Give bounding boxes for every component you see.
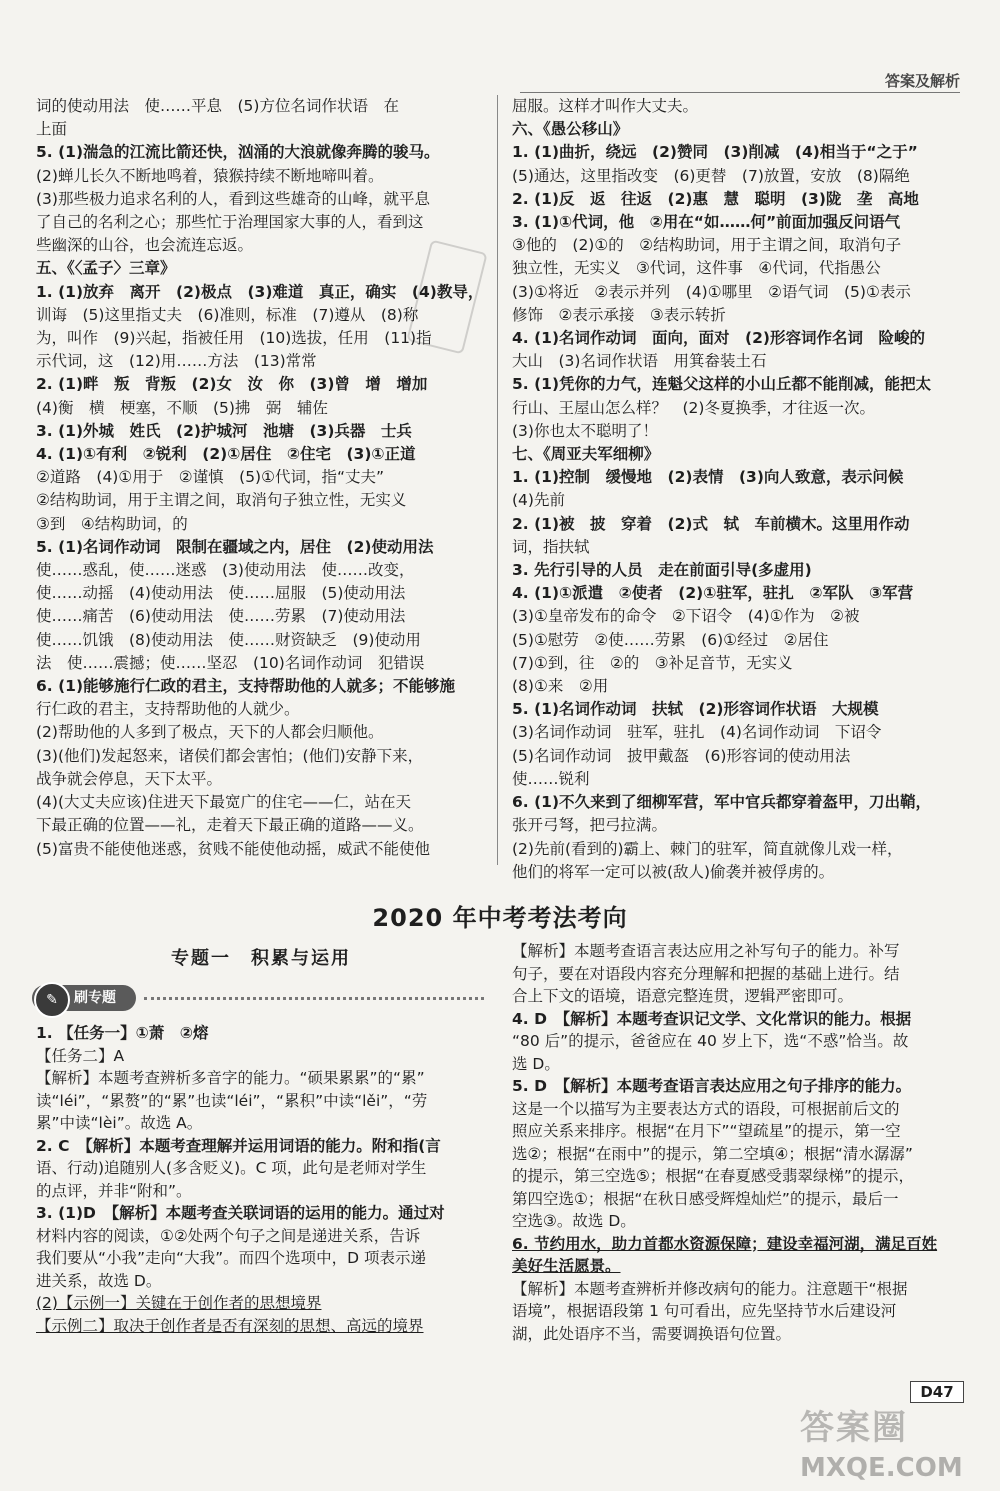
text-line: 6. (1)不久来到了细柳军营，军中官兵都穿着盔甲，刀出鞘， [512,793,932,812]
text-line: 语、行动)追随别人(多含贬义)。C 项，此句是老师对学生 [36,1159,427,1177]
text-line: 六、《愚公移山》 [512,120,629,139]
text-line: 1. (1)控制 缓慢地 (2)表情 (3)向人致意，表示问候 [512,468,904,487]
text-line: 行仁政的君主，支持帮助他的人就少。 [36,700,300,719]
text-line: 使……锐利 [512,769,590,788]
text-line: (5)①慰劳 ②使……劳累 (6)①经过 ②居住 [512,630,829,649]
text-line: 5. D 【解析】本题考查语言表达应用之句子排序的能力。 [512,1077,912,1095]
text-line: 读“léi”，“累赘”的“累”也读“léi”，“累积”中读“lěi”，“劳 [36,1091,428,1110]
text-line: (2)蝉儿长久不断地鸣着，猿猴持续不断地啼叫着。 [36,166,384,185]
text-line: 这是一个以描写为主要表达方式的语段，可根据前后文的 [512,1099,900,1118]
text-line: 【解析】本题考查辨析并修改病句的能力。注意题干“根据 [512,1279,908,1298]
text-line: 七、《周亚夫军细柳》 [512,445,660,464]
text-line: 词，指扶轼 [512,537,590,556]
text-line: 为，叫作 (9)兴起，指被任用 (10)选拔，任用 (11)指 [36,329,432,348]
watermark-line2: MXQE.COM [800,1453,963,1483]
badge-label: 刷专题 [32,985,136,1011]
text-line: 下最正确的位置——礼，走着天下最正确的道路——义。 [36,816,424,835]
text-line: (3)(他们)发起怒来，诸侯们都会害怕；(他们)安静下来， [36,746,424,765]
text-line: 选 D。 [512,1054,560,1073]
right-column-bottom [512,940,962,1345]
text-line: 法 使……震撼；使……坚忍 (10)名词作动词 犯错误 [36,653,425,672]
text-line: (5)富贵不能使他迷惑，贫贱不能使他动摇，威武不能使他 [36,839,430,858]
text-line: 战争就会停息，天下太平。 [36,769,223,788]
text-line: 使……惑乱，使……迷惑 (3)使动用法 使……改变， [36,561,415,580]
left-column-top [36,95,486,861]
text-line: (3)①皇帝发布的命令 ②下诏令 (4)①作为 ②被 [512,607,860,626]
text-line: 些幽深的山谷，也会流连忘返。 [36,236,254,255]
header-label: 答案及解析 [884,72,960,90]
text-line: 词的使动用法 使……平息 (5)方位名词作状语 在 [36,97,399,115]
text-line: (7)①到，往 ②的 ③补足音节，无实义 [512,653,793,672]
text-line: 大山 (3)名词作状语 用箕畚装土石 [512,352,767,371]
right-column-top [512,95,962,884]
text-line: 3. 先行引导的人员 走在前面引导(多虚用) [512,561,812,580]
left-column-bottom [36,1022,486,1337]
column-divider [497,95,498,865]
section-title: 2020 年中考考法考向 [372,904,628,932]
text-line: 句子，要在对语段内容充分理解和把握的基础上进行。结 [512,964,900,983]
text-line: 5. (1)凭你的力气，连魁父这样的小山丘都不能削减，能把太 [512,375,932,394]
text-line: 累”中读“lèi”。故选 A。 [36,1114,203,1132]
text-line: 2. (1)畔 叛 背叛 (2)女 汝 你 (3)曾 增 增加 [36,375,428,394]
text-line: 照应关系来排序。根据“在月下”“望疏星”的提示，第一空 [512,1122,901,1140]
text-line: (5)通达，这里指改变 (6)更替 (7)放置，安放 (8)隔绝 [512,166,910,185]
text-line: 的点评，并非“附和”。 [36,1181,192,1200]
text-line: (8)①来 ②用 [512,677,609,696]
text-line: 行山、王屋山怎么样？ (2)冬夏换季，才往返一次。 [512,398,875,417]
text-line: 2. (1)反 返 往返 (2)惠 慧 聪明 (3)陇 垄 高地 [512,189,919,208]
text-line: (2)帮助他的人多到了极点，天下的人都会归顺他。 [36,723,384,742]
text-line: 【解析】本题考查辨析多音字的能力。“硕果累累”的“累” [36,1069,425,1087]
text-line: 4. (1)①派遣 ②使者 (2)①驻军，驻扎 ②军队 ③军营 [512,584,914,603]
text-line: 【解析】本题考查语言表达应用之补写句子的能力。补写 [512,942,900,960]
text-line: 他们的将军一定可以被(敌人)偷袭并被俘虏的。 [512,862,835,881]
text-line: 五、《〈孟子〉三章》 [36,259,176,278]
text-line: 【任务二】A [36,1046,125,1065]
pencil-icon: ✎ [34,982,70,1018]
text-line: 1. 【任务一】①萧 ②熔 [36,1024,209,1042]
text-line: (4)先前 [512,491,565,510]
dotted-divider [144,997,484,1004]
text-line: 示代词，这 (12)用……方法 (13)常常 [36,352,317,371]
header-rule [520,92,960,93]
text-line: 屈服。这样才叫作大丈夫。 [512,97,699,115]
text-line: 的提示，第三空选⑤；根据“在春夏感受翡翠绿梯”的提示， [512,1167,914,1185]
topic-badge [32,985,140,1013]
text-line: 合上下文的语境，语意完整连贯，逻辑严密即可。 [512,987,854,1005]
text-line: (2)【示例一】关键在于创作者的思想境界 [36,1294,322,1312]
watermark-logo [800,1400,980,1482]
text-line: 使……饥饿 (8)使动用法 使……财资缺乏 (9)使动用 [36,630,421,649]
text-line: ③他的 (2)①的 ②结构助词，用于主谓之间，取消句子 [512,236,902,255]
text-line: 4. D 【解析】本题考查识记文学、文化常识的能力。根据 [512,1009,912,1028]
text-line: 4. (1)名词作动词 面向，面对 (2)形容词作名词 险峻的 [512,329,925,348]
text-line: 我们要从“小我”走向“大我”。而四个选项中，D 项表示递 [36,1249,426,1267]
text-line: 进关系，故选 D。 [36,1271,162,1290]
watermark-line1: 答案圈 [800,1408,908,1448]
text-line: 张开弓弩，把弓拉满。 [512,816,668,835]
text-line: (2)先前(看到的)霸上、棘门的驻军，简直就像儿戏一样， [512,839,903,858]
text-line: (3)名词作动词 驻军，驻扎 (4)名词作动词 下诏令 [512,723,882,742]
text-line: 材料内容的阅读，①②处两个句子之间是递进关系，告诉 [36,1226,421,1245]
text-line: 5. (1)名词作动词 扶轼 (2)形容词作状语 大规模 [512,700,879,719]
text-line: 6. (1)能够施行仁政的君主，支持帮助他的人就多；不能够施 [36,677,456,696]
text-line: 湖，此处语序不当，需要调换语句位置。 [512,1324,792,1343]
text-line: (3)那些极力追求名利的人，看到这些雄奇的山峰，就平息 [36,189,430,208]
text-line: 2. C 【解析】本题考查理解并运用词语的能力。附和指(言 [36,1136,441,1155]
text-line: (4)(大丈夫应该)住进天下最宽广的住宅——仁，站在天 [36,793,412,812]
text-line: 5. (1)名词作动词 限制在疆域之内，居住 (2)使动用法 [36,537,434,556]
text-line: 6. 节约用水，助力首都水资源保障；建设幸福河湖，满足百姓 [512,1234,938,1253]
text-line: (3)①将近 ②表示并列 (4)①哪里 ②语气词 (5)①表示 [512,282,911,301]
text-line: 独立性，无实义 ③代词，这件事 ④代词，代指愚公 [512,259,881,278]
text-line: 【示例二】取决于创作者是否有深刻的思想、高远的境界 [36,1316,424,1335]
text-line: 5. (1)湍急的江流比箭还快，汹涌的大浪就像奔腾的骏马。 [36,143,440,162]
page-number: D47 [910,1381,964,1403]
text-line: 3. (1)①代词，他 ②用在“如……何”前面加强反问语气 [512,213,901,232]
text-line: 4. (1)①有利 ②锐利 (2)①居住 ②住宅 (3)①正道 [36,445,416,464]
text-line: 使……动摇 (4)使动用法 使……屈服 (5)使动用法 [36,584,406,603]
text-line: 1. (1)放弃 离开 (2)极点 (3)难道 真正，确实 (4)教导， [36,282,484,301]
text-line: (4)衡 横 梗塞，不顺 (5)拂 弼 辅佐 [36,398,328,417]
text-line: 语境”，根据语段第 1 句可看出，应先坚持节水后建设河 [512,1302,897,1320]
text-line: ②结构助词，用于主谓之间，取消句子独立性，无实义 [36,491,407,510]
text-line: 上面 [36,120,68,139]
text-line: 3. (1)外城 姓氏 (2)护城河 池塘 (3)兵器 士兵 [36,421,412,440]
text-line: 3. (1)D 【解析】本题考查关联词语的运用的能力。通过对 [36,1204,445,1222]
text-line: 空选③。故选 D。 [512,1212,636,1230]
text-line: ③到 ④结构助词，的 [36,514,188,533]
topic-title: 专题一 积累与运用 [171,948,351,969]
text-line: 修饰 ②表示承接 ③表示转折 [512,305,726,324]
text-line: 了自己的名利之心；那些忙于治理国家大事的人，看到这 [36,213,424,232]
text-line: (3)你也太不聪明了！ [512,421,658,440]
text-line: “80 后”的提示，爸爸应在 40 岁上下，选“不惑”恰当。故 [512,1032,909,1050]
text-line: 2. (1)被 披 穿着 (2)式 轼 车前横木。这里用作动 [512,514,910,533]
text-line: 1. (1)曲折，绕远 (2)赞同 (3)削减 (4)相当于“之于” [512,143,918,162]
text-line: ②道路 (4)①用于 ②谨慎 (5)①代词，指“丈夫” [36,468,385,487]
text-line: 训诲 (5)这里指丈夫 (6)准则，标准 (7)遵从 (8)称 [36,305,419,324]
text-line: 选②；根据“在雨中”的提示，第二空填④；根据“清水潺潺” [512,1144,913,1163]
text-line: 使……痛苦 (6)使动用法 使……劳累 (7)使动用法 [36,607,406,626]
text-line: (5)名词作动词 披甲戴盔 (6)形容词的使动用法 [512,746,851,765]
text-line: 美好生活愿景。 [512,1257,621,1275]
text-line: 第四空选①；根据“在秋日感受辉煌灿烂”的提示，最后一 [512,1189,899,1208]
